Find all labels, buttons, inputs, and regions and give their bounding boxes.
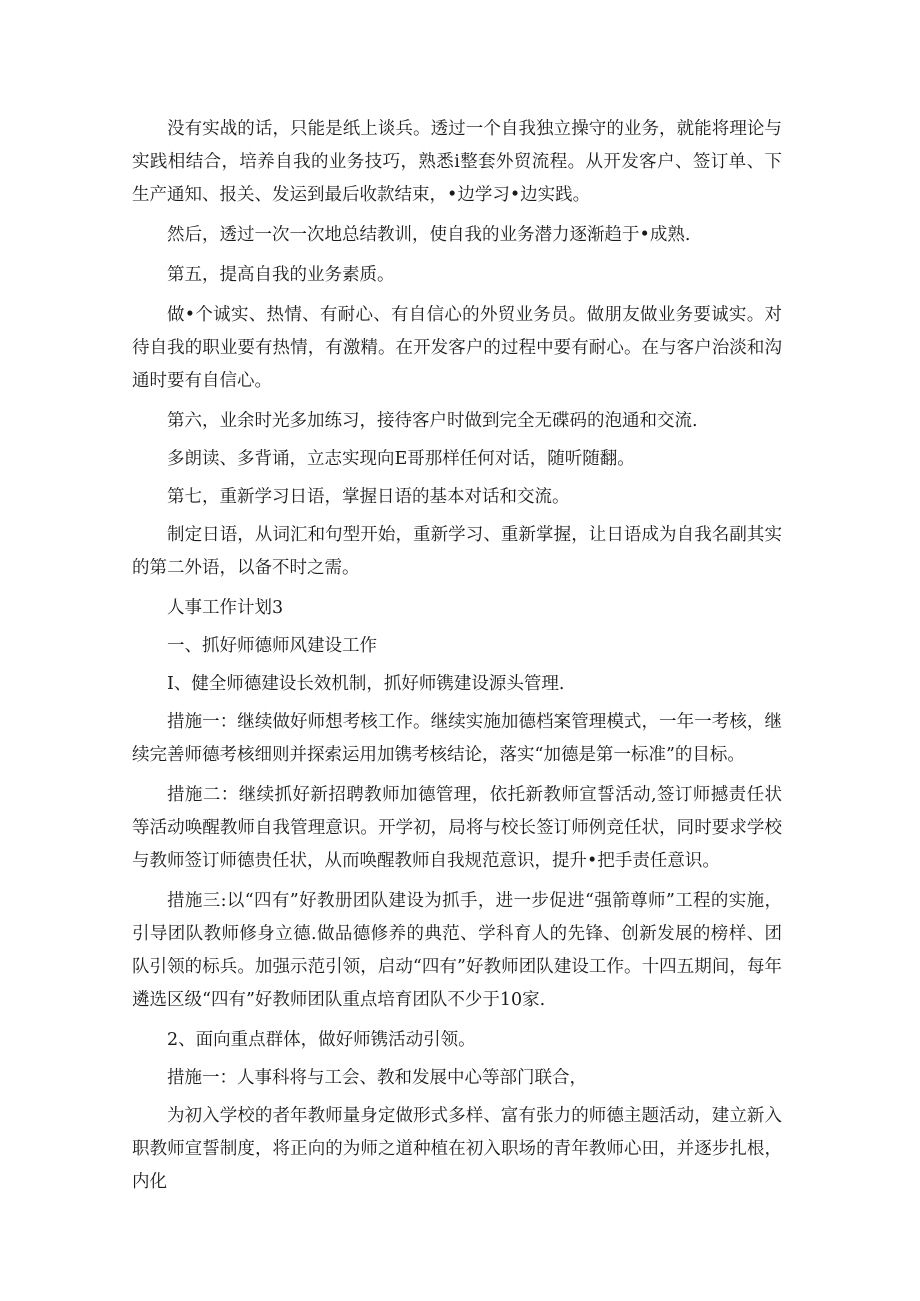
measure-1: 措施一：继续做好师想考核工作。继续实施加德档案管理模式，一年一考核，继续完善师德考核细则并探索运用加镌考核结论，落实“加德是第一标准”的目标。 (132, 712, 782, 765)
paragraph-reading: 多朗读、多背诵，立志实现向E哥那样任何对话，随听随翻。 (167, 449, 635, 469)
paragraph-summary: 然后，透过一次一次地总结教训，使自我的业务潜力逐渐趋于•成熟. (167, 225, 691, 245)
subheading-1: I、健全师德建设长效机制，抓好师镌建设源头管理. (167, 674, 565, 694)
paragraph-seventh: 第七，重新学习日语，掌握日语的基本对话和交流。 (167, 487, 570, 507)
paragraph-honest: 做•个诚实、热情、有耐心、有自信心的外贸业务员。做朋友做业务要诚实。对待自我的职业要有热情，有激精。在开发客户的过程中要有耐心。在与客户治淡和沟通时要有自信心。 (132, 305, 782, 391)
document-body (132, 113, 782, 1199)
measure-2: 措施二：继续抓好新招聘教师加德管理，依托新教师宣誓活动,签订师撼责任状等活动唤醒教师自我管理意识。开学初，局将与校长签订师例竞任状，同时要求学校与教师签订师德贵任状，从而唤醒教师自我规范意识，提升•把手责任意识。 (132, 785, 782, 871)
subheading-2: 2、面向重点群体，做好师镌活动引领。 (167, 1030, 476, 1050)
paragraph-new-teachers: 为初入学校的者年教师量身定做形式多样、富有张力的师德主题活动，建立新入职教师宣誓制度，将正向的为师之道种植在初入职场的青年教师心田，并逐步扎根，内化 (132, 1106, 782, 1192)
paragraph-japanese: 制定日语，从词汇和句型开始，重新学习、重新掌握，让日语成为自我名副其实的第二外语，以备不时之需。 (132, 525, 782, 578)
section-title: 人事工作计划3 (167, 598, 284, 618)
section-heading-1: 一、抓好师德师风建设工作 (167, 636, 377, 656)
measure-3: 措施三:以“四有”好教册团队建设为抓手，进一步促进“强箭尊师”工程的实施，引导团队教师修身立德.做品德修养的典范、学科育人的先锋、创新发展的榜样、团队引领的标兵。加强示范引领，启动“四有”好教师团队建设工作。十四五期间，每年遴选区级“四有”好教师团队重点培育团队不少于10家. (132, 891, 782, 1010)
paragraph-sixth: 第六，业余时光多加练习，接待客户时做到完全无碟码的泡通和交流. (167, 411, 698, 431)
paragraph-practice: 没有实战的话，只能是纸上谈兵。透过一个自我独立操守的业务，就能将理论与实践相结合，培养自我的业务技巧，熟悉i整套外贸流程。从开发客户、签订单、下生产通知、报关、发运到最后收款结束，•边学习•边实践。 (132, 119, 782, 205)
paragraph-fifth: 第五，提高自我的业务素质。 (167, 265, 395, 285)
measure-2-1: 措施一：人事科将与工会、教和发展中心等部门联合， (167, 1068, 587, 1088)
